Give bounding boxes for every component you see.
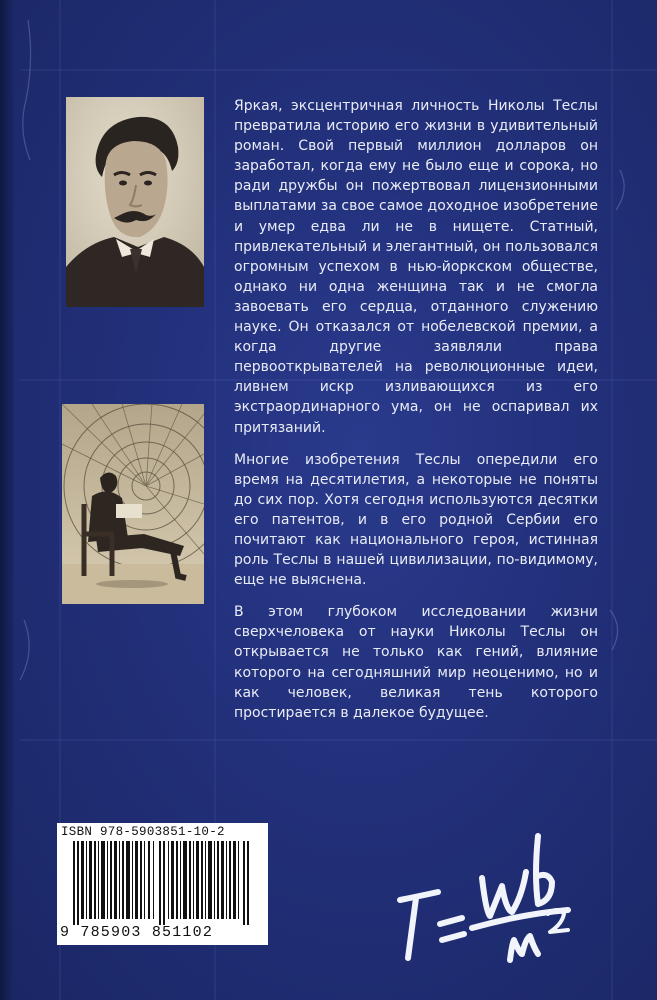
barcode-bars: [63, 841, 263, 925]
laboratory-illustration: [62, 404, 204, 604]
annotation-text: [234, 96, 598, 735]
isbn-barcode: [57, 823, 268, 945]
barcode-digits: 9 785903 851102: [60, 924, 214, 941]
handwritten-formula: [388, 788, 588, 968]
portrait-photo: [66, 97, 204, 307]
isbn-label: ISBN 978-5903851-10-2: [61, 825, 225, 839]
portrait-illustration: [66, 97, 204, 307]
annotation-paragraph-2: Многие изобретения Теслы опередили его время на десятилетия, а некоторые не поняты до сих пор. Хотя сегодня используются десятки его патентов, и в его родной Сербии его почитают как национального героя, истинная роль Теслы в нашей цивилизации, по-видимому, еще не выяснена.: [234, 451, 598, 589]
annotation-paragraph-1: Яркая, эксцентричная личность Николы Теслы превратила историю его жизни в удивительный роман. Свой первый миллион долларов он заработал, когда ему не было еще и сорока, но ради дружбы он пожертвовал лицензионными выплатами за свое самое доходное изобретение и умер едва ли не в нищете. Статный, привлекательный и элегантный, он пользовался огромным успехом в нью-йоркском обществе, однако ни одна женщина так и не смогла завоевать его сердца, отданного служению науке. Он отказался от нобелевской премии, а когда другие заявляли права первооткрывателей на революционные идеи, ливнем искр изливающихся из его экстраординарного ума, он не оспаривал их притязаний.: [234, 98, 598, 436]
annotation-paragraph-3: В этом глубоком исследовании жизни сверхчеловека от науки Николы Теслы он открывается не только как гений, влияние которого на сегодняшний мир неоценимо, но и как человек, великая тень которого простирается в далекое будущее.: [234, 604, 598, 721]
laboratory-photo: [62, 404, 204, 604]
